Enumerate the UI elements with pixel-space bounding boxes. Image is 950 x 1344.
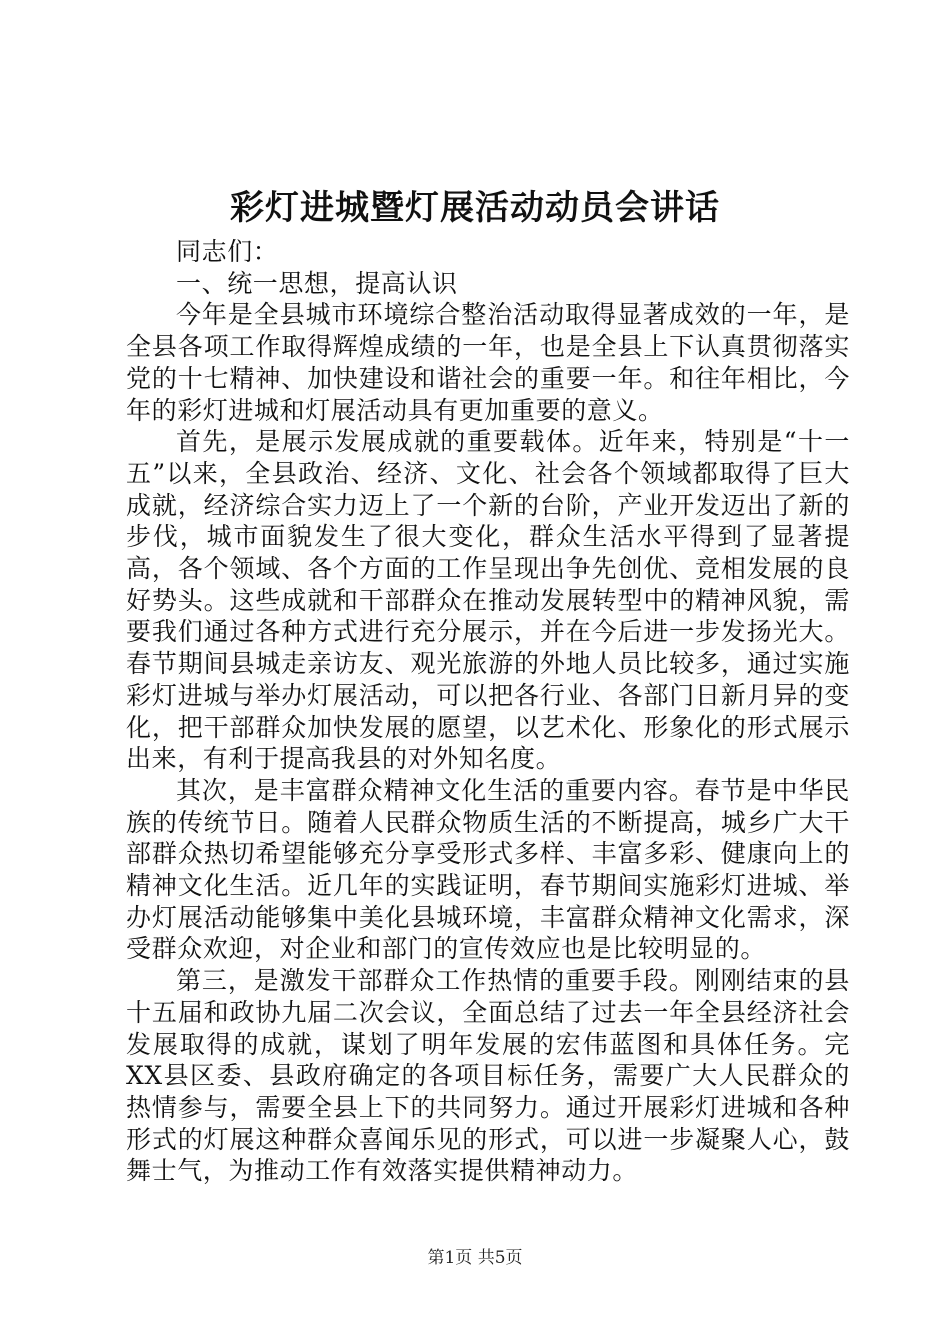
body-paragraph: 首先，是展示发展成就的重要载体。近年来，特别是“十一五”以来，全县政治、经济、文化、社会各个领域都取得了巨大成就，经济综合实力迈上了一个新的台阶，产业开发迈出了新的步伐，城市面貌发生了很大变化，群众生活水平得到了显著提高，各个领域、各个方面的工作呈现出争先创优、竞相发展的良好势头。这些成就和干部群众在推动发展转型中的精神风貌，需要我们通过各种方式进行充分展示，并在今后进一步发扬光大。春节期间县城走亲访友、观光旅游的外地人员比较多，通过实施彩灯进城与举办灯展活动，可以把各行业、各部门日新月异的变化，把干部群众加快发展的愿望，以艺术化、形象化的形式展示出来，有利于提高我县的对外知名度。 — [126, 427, 850, 774]
salutation: 同志们： — [176, 237, 279, 266]
body-paragraph: 第三，是激发干部群众工作热情的重要手段。刚刚结束的县十五届和政协九届二次会议，全面总结了过去一年全县经济社会发展取得的成就，谋划了明年发展的宏伟蓝图和具体任务。完XX县区委、县政府确定的各项目标任务，需要广大人民群众的热情参与，需要全县上下的共同努力。通过开展彩灯进城和各种形式的灯展这种群众喜闻乐见的形式，可以进一步凝聚人心，鼓舞士气，为推动工作有效落实提供精神动力。 — [126, 966, 850, 1186]
body-paragraph: 今年是全县城市环境综合整治活动取得显著成效的一年，是全县各项工作取得辉煌成绩的一年，也是全县上下认真贯彻落实党的十七精神、加快建设和谐社会的重要一年。和往年相比，今年的彩灯进城和灯展活动具有更加重要的意义。 — [126, 300, 850, 425]
section-heading: 一、统一思想，提高认识 — [176, 268, 458, 298]
document-title: 彩灯进城暨灯展活动动员会讲话 — [230, 188, 720, 228]
page-number-footer: 第1页 共5页 — [427, 1248, 523, 1268]
body-paragraph: 其次，是丰富群众精神文化生活的重要内容。春节是中华民族的传统节日。随着人民群众物质生活的不断提高，城乡广大干部群众热切希望能够充分享受形式多样、丰富多彩、健康向上的精神文化生活。近几年的实践证明，春节期间实施彩灯进城、举办灯展活动能够集中美化县城环境，丰富群众精神文化需求，深受群众欢迎，对企业和部门的宣传效应也是比较明显的。 — [126, 775, 850, 964]
document-body — [126, 236, 850, 1187]
